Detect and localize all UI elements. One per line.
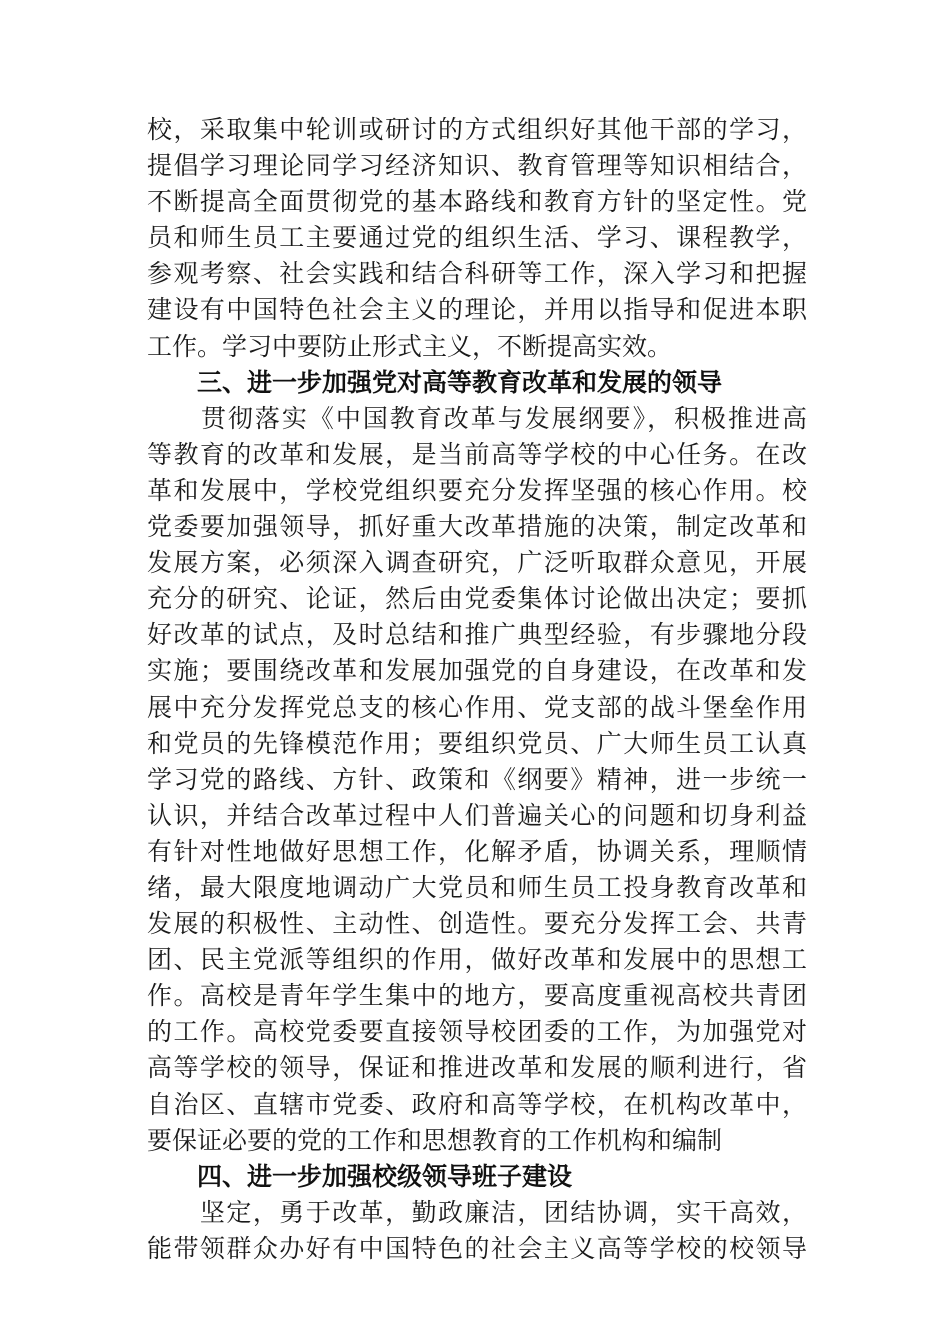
text-line: 革和发展中，学校党组织要充分发挥坚强的核心作用。校 [147,475,807,505]
text-line: 贯彻落实《中国教育改革与发展纲要》，积极推进高 [147,403,807,433]
text-line: 能带领群众办好有中国特色的社会主义高等学校的校领导 [147,1233,807,1263]
text-line: 学习党的路线、方针、政策和《纲要》精神，进一步统一 [147,764,807,794]
text-line: 有针对性地做好思想工作，化解矛盾，协调关系，理顺情 [147,836,807,866]
text-line: 和党员的先锋模范作用；要组织党员、广大师生员工认真 [147,728,807,758]
text-line: 校，采取集中轮训或研讨的方式组织好其他干部的学习， [147,115,807,144]
text-line: 等教育的改革和发展，是当前高等学校的中心任务。在改 [147,439,807,469]
text-line: 不断提高全面贯彻党的基本路线和教育方针的坚定性。党 [147,187,807,217]
text-line: 展中充分发挥党总支的核心作用、党支部的战斗堡垒作用 [147,692,807,722]
text-line: 高等学校的领导，保证和推进改革和发展的顺利进行，省 [147,1053,807,1083]
text-line: 坚定，勇于改革，勤政廉洁，团结协调，实干高效， [147,1197,807,1227]
text-line: 要保证必要的党的工作和思想教育的工作机构和编制 [147,1125,723,1155]
text-line: 好改革的试点，及时总结和推广典型经验，有步骤地分段 [147,620,807,650]
text-line: 参观考察、社会实践和结合科研等工作，深入学习和把握 [147,259,807,289]
text-line: 认识，并结合改革过程中人们普遍关心的问题和切身利益 [147,800,807,830]
text-line: 发展的积极性、主动性、创造性。要充分发挥工会、共青 [147,909,807,939]
text-line: 作。高校是青年学生集中的地方，要高度重视高校共青团 [147,981,807,1011]
text-line: 充分的研究、论证，然后由党委集体讨论做出决定；要抓 [147,584,807,614]
text-line: 党委要加强领导，抓好重大改革措施的决策，制定改革和 [147,512,807,542]
section-heading: 三、进一步加强党对高等教育改革和发展的领导 [197,367,723,397]
text-line: 提倡学习理论同学习经济知识、教育管理等知识相结合， [147,151,807,181]
text-line: 绪，最大限度地调动广大党员和师生员工投身教育改革和 [147,872,807,902]
text-line: 员和师生员工主要通过党的组织生活、学习、课程教学， [147,223,807,253]
section-heading: 四、进一步加强校级领导班子建设 [197,1161,573,1191]
text-line: 发展方案，必须深入调查研究，广泛听取群众意见，开展 [147,548,807,578]
text-line: 实施；要围绕改革和发展加强党的自身建设，在改革和发 [147,656,807,686]
text-line: 团、民主党派等组织的作用，做好改革和发展中的思想工 [147,945,807,975]
text-line: 的工作。高校党委要直接领导校团委的工作，为加强党对 [147,1017,807,1047]
text-line: 自治区、直辖市党委、政府和高等学校，在机构改革中， [147,1089,807,1119]
document-body [147,112,807,1267]
text-line: 建设有中国特色社会主义的理论，并用以指导和促进本职 [147,295,807,325]
text-line: 工作。学习中要防止形式主义，不断提高实效。 [147,331,673,361]
